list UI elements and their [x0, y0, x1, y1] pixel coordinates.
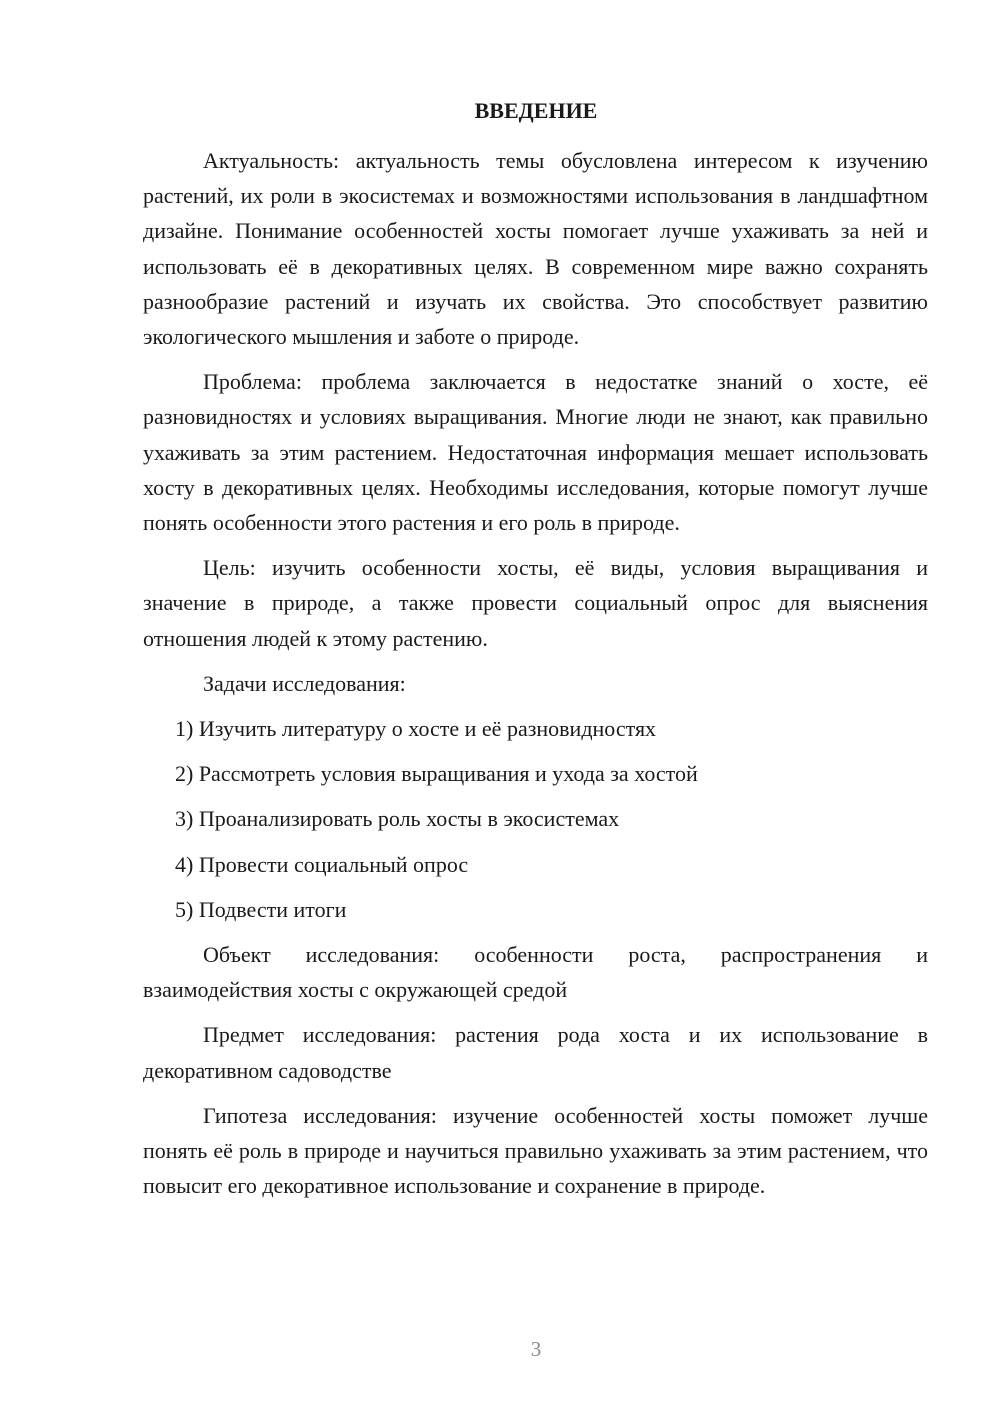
- list-item: 1) Изучить литературу о хосте и её разновидностях: [175, 716, 657, 742]
- tasks-list: [143, 711, 928, 927]
- page-title: ВВЕДЕНИЕ: [474, 98, 598, 123]
- goal-paragraph: Цель: изучить особенности хосты, её виды, условия выращивания и значение в природе, а также провести социальный опрос для выяснения отношения людей к этому растению.: [143, 555, 928, 651]
- problem-paragraph: Проблема: проблема заключается в недостатке знаний о хосте, её разновидностях и условиях выращивания. Многие люди не знают, как правильно ухаживать за этим растением. Недостаточная информация мешает использовать хосту в декоративных целях. Необходимы исследования, которые помогут лучше понять особенности этого растения и его роль в природе.: [143, 369, 928, 536]
- relevance-paragraph: Актуальность: актуальность темы обусловлена интересом к изучению растений, их роли в экосистемах и возможностями использования в ландшафтном дизайне. Понимание особенностей хосты помогает лучше ухаживать за ней и использовать её в декоративных целях. В современном мире важно сохранять разнообразие растений и изучать их свойства. Это способствует развитию экологического мышления и заботе о природе.: [143, 148, 928, 350]
- hypothesis-paragraph: Гипотеза исследования: изучение особенностей хосты поможет лучше понять её роль в природе и научиться правильно ухаживать за этим растением, что повысит его декоративное использование и сохранение в природе.: [143, 1102, 928, 1199]
- tasks-heading: Задачи исследования:: [203, 670, 406, 696]
- list-item: 2) Рассмотреть условия выращивания и ухода за хостой: [175, 761, 698, 787]
- page-number: 3: [530, 1337, 542, 1361]
- list-item: 5) Подвести итоги: [175, 896, 347, 922]
- list-item: 4) Провести социальный опрос: [175, 851, 469, 877]
- list-item: 3) Проанализировать роль хосты в экосистемах: [175, 806, 620, 832]
- object-paragraph: Объект исследования: особенности роста, распространения и взаимодействия хосты с окружающей средой: [143, 942, 928, 1003]
- subject-paragraph: Предмет исследования: растения рода хоста и их использование в декоративном садоводстве: [143, 1022, 928, 1083]
- document-body: [143, 143, 928, 1213]
